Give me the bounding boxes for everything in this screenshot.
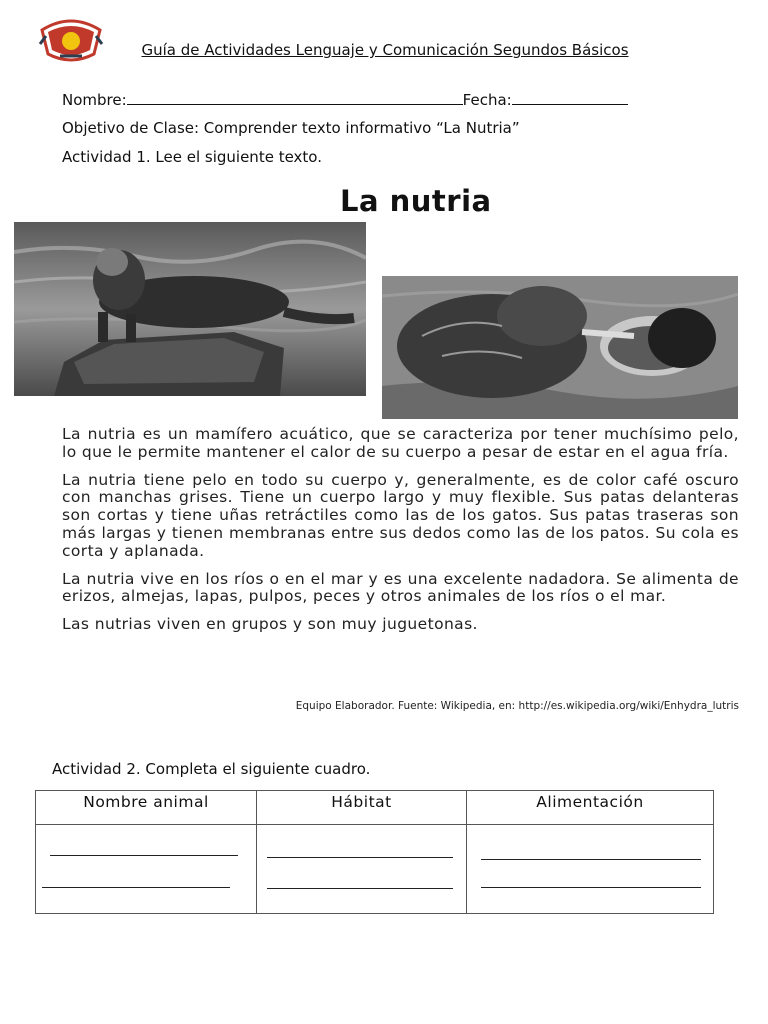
table-header-row [36,791,714,825]
answer-line[interactable] [267,857,453,858]
column-header-habitat: Hábitat [257,791,467,825]
answer-line[interactable] [42,887,230,888]
page-title: Guía de Actividades Lenguaje y Comunicación Segundos Básicos [141,41,629,59]
name-field[interactable] [127,90,463,105]
class-objective: Objetivo de Clase: Comprender texto informativo “La Nutria” [62,119,520,137]
school-logo [38,16,104,64]
column-header-animal: Nombre animal [36,791,257,825]
article-paragraph-1: La nutria es un mamífero acuático, que se caracteriza por tener muchísimo pelo, lo que le permite mantener el calor de su cuerpo a pesar de estar en el agua fría. [62,425,739,461]
activity-1-instruction: Actividad 1. Lee el siguiente texto. [62,148,322,166]
date-label: Fecha: [462,91,512,109]
activity-2-instruction: Actividad 2. Completa el siguiente cuadro. [52,760,371,778]
name-date-line [62,90,628,109]
article-paragraph-2: La nutria tiene pelo en todo su cuerpo y, generalmente, es de color café oscuro con manchas grises. Tiene un cuerpo largo y muy flexible. Sus patas delanteras son cortas y tiene uñas retráctiles como las de los gatos. Sus patas traseras son más largas y tienen membranas entre sus dedos como las de los patos. Su cola es corta y aplanada. [62,470,739,560]
article-body [62,426,739,644]
article-source: Equipo Elaborador. Fuente: Wikipedia, en: http://es.wikipedia.org/wiki/Enhydra_lutris [295,700,739,712]
table-row [36,825,714,914]
article-paragraph-4: Las nutrias viven en grupos y son muy juguetonas. [62,615,478,634]
answer-line[interactable] [267,888,453,889]
date-field[interactable] [512,90,628,105]
article-paragraph-3: La nutria vive en los ríos o en el mar y es una excelente nadadora. Se alimenta de erizos, almejas, lapas, pulpos, peces y otros animales de los ríos o el mar. [62,569,739,606]
article-heading: La nutria [340,184,492,218]
activity-table [35,790,714,914]
habitat-answer-cell[interactable] [257,825,467,914]
answer-line[interactable] [481,887,701,888]
animal-answer-cell[interactable] [36,825,257,914]
answer-line[interactable] [481,859,701,860]
name-label: Nombre: [62,91,127,109]
otter-on-rock-photo [14,222,366,396]
column-header-food: Alimentación [467,791,714,825]
food-answer-cell[interactable] [467,825,714,914]
answer-line[interactable] [50,855,238,856]
otter-eating-clam-photo [382,276,738,419]
